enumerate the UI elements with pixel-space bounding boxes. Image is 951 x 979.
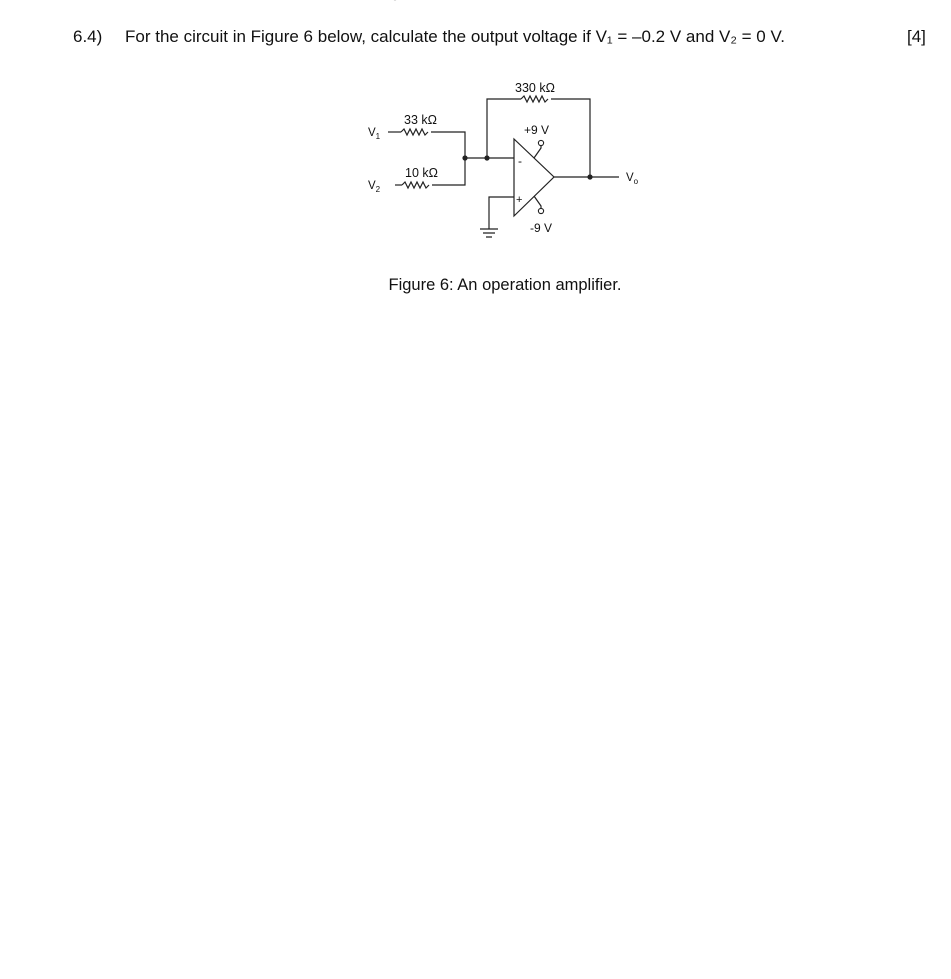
question-row: [0, 27, 951, 53]
question-marks: [4]: [907, 27, 926, 46]
r1-output-wire: [431, 132, 465, 158]
positive-supply-terminal: [538, 140, 543, 145]
r2-resistor: [402, 182, 429, 188]
positive-supply-lead: [534, 146, 541, 158]
previous-line-fragment: [0, 0, 951, 2]
node-dot-inputs: [462, 155, 467, 160]
vo-label: $V_o$: [626, 172, 639, 186]
noninverting-input-sign: +: [516, 194, 523, 206]
negative-supply-lead: [534, 196, 541, 208]
positive-supply-label: +9 V: [524, 123, 550, 137]
question-text: For the circuit in Figure 6 below, calculate the output voltage if V₁ = –0.2 V and V₂ = 0 V.: [125, 27, 785, 46]
feedback-left-wire: [487, 99, 521, 158]
feedback-resistor: [521, 96, 548, 102]
v1-label: $V_1$: [368, 127, 381, 141]
r2-label: 10 kΩ: [405, 166, 438, 180]
r1-resistor: [401, 129, 428, 135]
negative-supply-terminal: [538, 208, 543, 213]
ground-wire: [489, 197, 514, 229]
op-amp-circuit-diagram: [360, 72, 650, 242]
inverting-input-sign: -: [518, 154, 522, 168]
r1-label: 33 kΩ: [404, 113, 437, 127]
ground-symbol: [480, 229, 498, 237]
node-dot-output: [587, 174, 592, 179]
figure-caption: Figure 6: An operation amplifier.: [388, 276, 622, 294]
node-dot-feedback: [484, 155, 489, 160]
feedback-right-wire: [551, 99, 590, 177]
negative-supply-label: -9 V: [530, 221, 553, 235]
feedback-resistor-label: 330 kΩ: [515, 81, 555, 95]
v2-label: $V_2$: [368, 180, 381, 194]
question-number: 6.4): [73, 27, 103, 46]
